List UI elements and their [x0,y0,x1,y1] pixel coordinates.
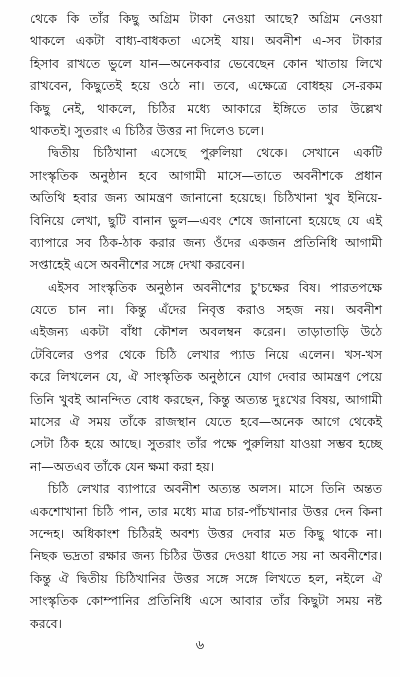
text-line: সন্দেহ। অধিকাংশ চিঠিরই অবশ্য উত্তর দেবার মত কিছু থাকে না। [30,525,382,541]
text-line: সপ্তাহেই এসে অবনীশের সঙ্গে দেখা করবেন। [30,257,245,273]
text-line: না—অতএব তাঁকে যেন ক্ষমা করা হয়। [30,458,215,474]
paragraph-2 [30,142,382,276]
text-line: নিছক ভদ্রতা রক্ষার জন্য চিঠির উত্তর দেওয়া ধাতে সয় না অবনীশের। [30,548,382,564]
text-line: সেটা ঠিক হয়ে আছে। সুতরাং তাঁর পক্ষে পুরুলিয়া যাওয়া সম্ভব হচ্ছে [30,436,382,452]
text-line: করে লিখলেন যে, ঐ সাংস্কৃতিক অনুষ্ঠানে যোগ দেবার আমন্ত্রণ পেয়ে [30,369,382,385]
text-line: দ্বিতীয় চিঠিখানা এসেছে পুরুলিয়া থেকে। সেখানে একটি [48,145,382,161]
text-line: কিন্তু ঐ দ্বিতীয় চিঠিখানির উত্তর সঙ্গে সঙ্গে লিখতে হল, নইলে ঐ [30,570,382,586]
text-line: ব্যাপারে সব ঠিক-ঠাক করার জন্য ওঁদের একজন প্রতিনিধি আগামী [30,234,382,250]
text-line: রাখবেন, কিছুতেই হয়ে ওঠে না। তবে, এক্ষেত্রে বোধহয় সে-রকম [30,78,382,94]
text-line: সাংস্কৃতিক কোম্পানির প্রতিনিধি এসে আবার তাঁর কিছুটা সময় নষ্ট [30,593,382,609]
text-line: সাংস্কৃতিক অনুষ্ঠান হবে আগামী মাসে—তাতে অবনীশকে প্রধান [30,167,382,183]
paragraph-1 [30,8,382,142]
text-line: যেতে চান না। কিন্তু এঁদের নিবৃত্ত করাও সহজ নয়। অবনীশ [30,302,382,318]
paragraph-4 [30,478,382,635]
text-line: করবে। [30,615,62,631]
text-line: চিঠি লেখার ব্যাপারে অবনীশ অত্যন্ত অলস। মাসে তিনি অন্তত [48,481,382,497]
text-line: মাসের ঐ সময় তাঁকে রাজস্থান যেতে হবে—অনেক আগে থেকেই [30,414,382,430]
text-line: কিছু নেই, থাকলে, চিঠির মধ্যে আকারে ইঙ্গিতে তার উল্লেখ [30,100,382,116]
paragraph-3 [30,277,382,479]
text-line: থেকে কি তাঁর কিছু অগ্রিম টাকা নেওয়া আছে? অগ্রিম নেওয়া [30,11,382,26]
text-line: হিসাব রাখতে ভুলে যান—অনেকবার ভেবেছেন কোন খাতায় লিখে [30,55,382,71]
text-line: থাকলে একটা বাধ্য-বাধকতা এসেই যায়। অবনীশ এ-সব টাকার [30,33,382,49]
text-line: তিনি খুবই আনন্দিত বোধ করছেন, কিন্তু অত্যন্ত দুঃখের বিষয়, আগামী [30,391,382,407]
page-number: ৬ [195,638,205,653]
text-line: একশোখানা চিঠি পান, তার মধ্যে মাত্র চার-পাঁচখানার উত্তর দেন কিনা [30,503,382,519]
text-line: এইসব সাংস্কৃতিক অনুষ্ঠান অবনীশের চু'চক্ষের বিষ। পারতপক্ষে [48,279,382,295]
text-line: এইজন্য একটা বাঁধা কৌশল অবলম্বন করেন। তাড়াতাড়ি উঠে [30,324,382,340]
text-line: অতিথি হবার জন্য আমন্ত্রণ জানানো হয়েছে। চিঠিখানা খুব ইনিয়ে- [30,190,382,206]
page-text [30,8,382,631]
text-line: টেবিলের ওপর থেকে চিঠি লেখার প্যাড নিয়ে এলেন। খস-খস [30,346,382,362]
text-line: থাকতই। সুতরাং এ চিঠির উত্তর না দিলেও চলে। [30,122,264,138]
text-line: বিনিয়ে লেখা, ছুটি বানান ভুল—এবং শেষে জানানো হয়েছে যে এই [30,212,382,228]
